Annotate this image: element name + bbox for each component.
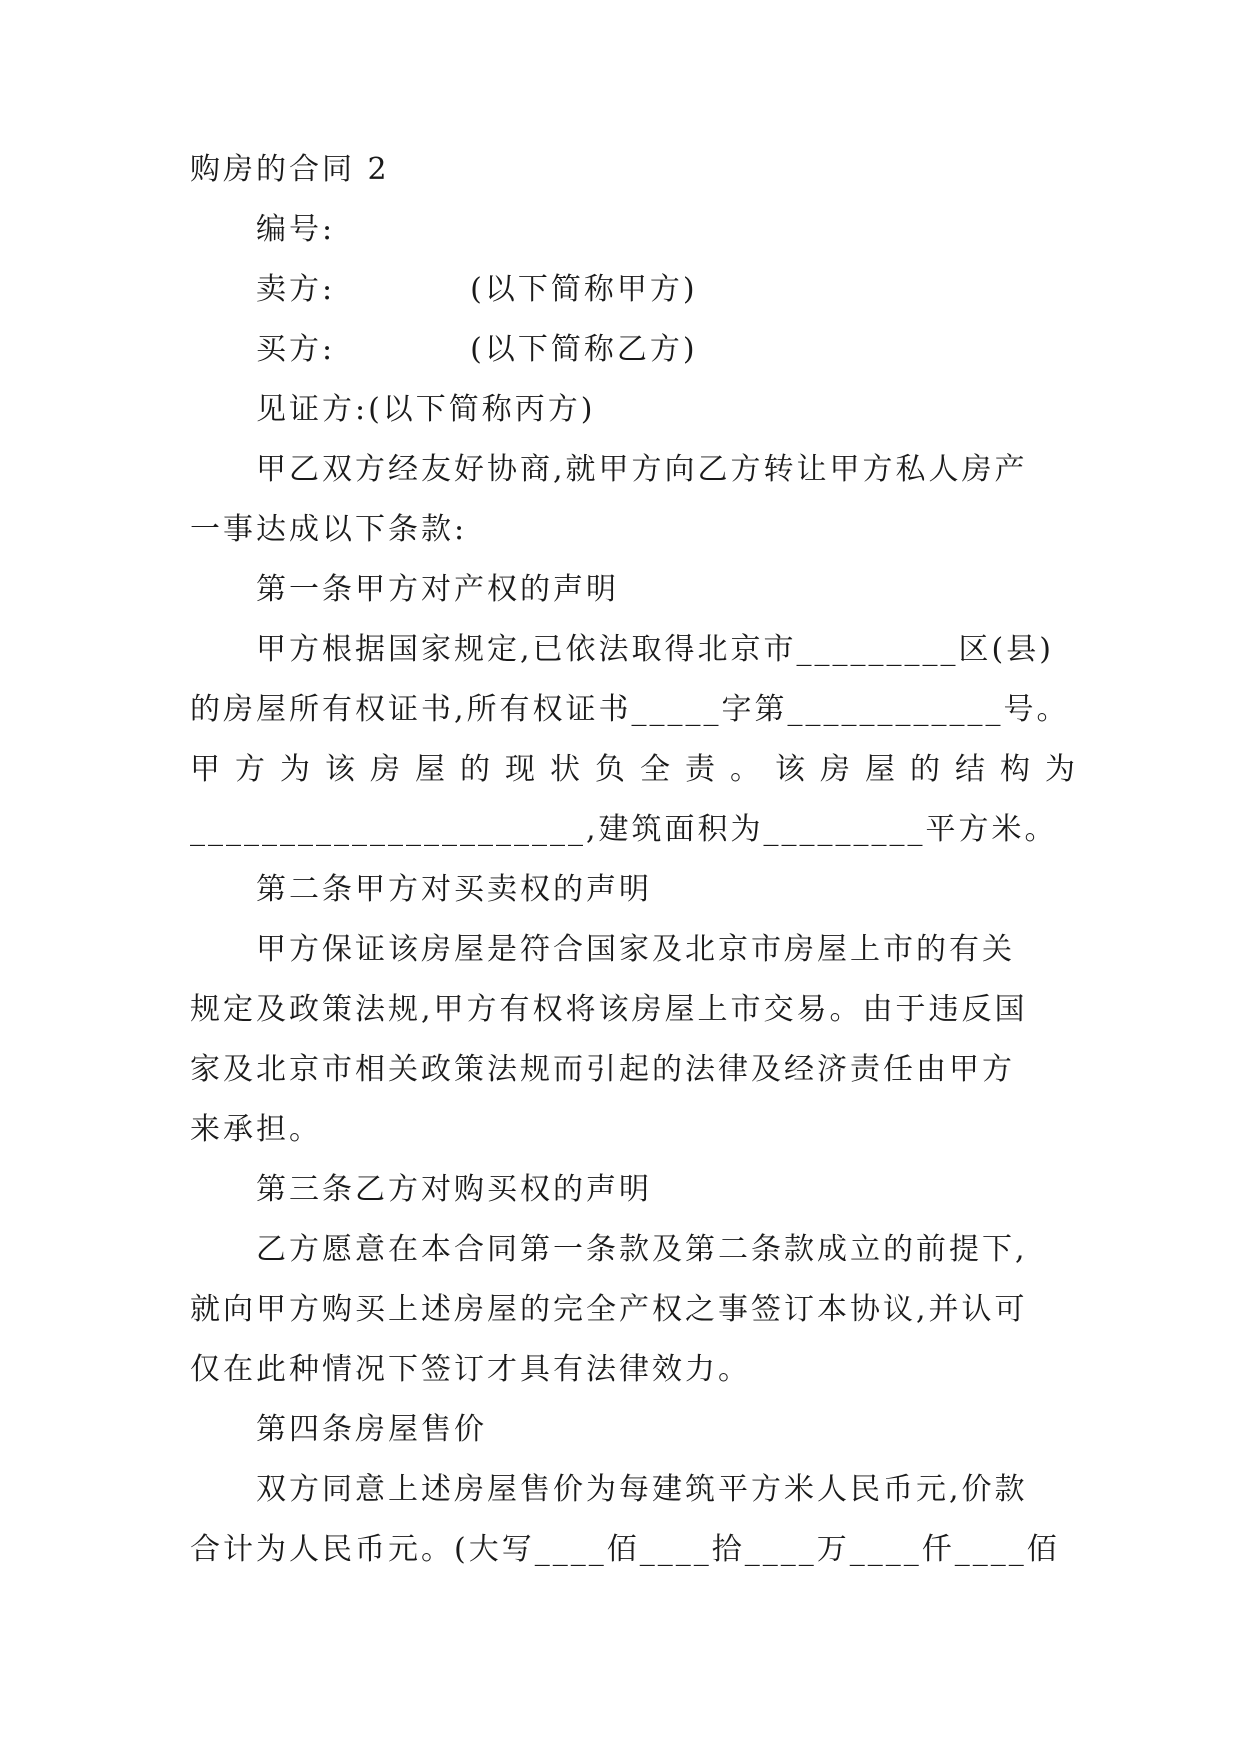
paragraph-line: 来承担。 — [190, 1112, 322, 1147]
paragraph-line: 甲方保证该房屋是符合国家及北京市房屋上市的有关 — [256, 932, 1015, 967]
article-heading: 第四条房屋售价 — [256, 1412, 487, 1447]
article-heading: 第一条甲方对产权的声明 — [256, 572, 619, 607]
buyer-alias: (以下简称乙方) — [470, 332, 698, 367]
paragraph-line: 甲乙双方经友好协商,就甲方向乙方转让甲方私人房产 — [256, 452, 1028, 487]
document-title: 购房的合同 2 — [190, 152, 390, 187]
article-heading: 第三条乙方对购买权的声明 — [256, 1172, 652, 1207]
paragraph-line: 合计为人民币元。(大写____佰____拾____万____仟____佰 — [190, 1532, 1060, 1567]
paragraph-line: 规定及政策法规,甲方有权将该房屋上市交易。由于违反国 — [190, 992, 1028, 1027]
seller-label: 卖方: — [256, 272, 336, 307]
line-seller — [256, 270, 1070, 310]
paragraph-line: 双方同意上述房屋售价为每建筑平方米人民币元,价款 — [256, 1472, 1028, 1507]
paragraph-line: 就向甲方购买上述房屋的完全产权之事签订本协议,并认可 — [190, 1292, 1028, 1327]
paragraph-line: 乙方愿意在本合同第一条款及第二条款成立的前提下, — [256, 1232, 1028, 1267]
paragraph-line: 甲方根据国家规定,已依法取得北京市_________区(县) — [256, 632, 1054, 667]
line-witness: 见证方:(以下简称丙方) — [256, 392, 596, 427]
paragraph-line: 甲方为该房屋的现状负全责。该房屋的结构为 — [190, 752, 1090, 787]
seller-alias: (以下简称甲方) — [470, 272, 698, 307]
line-serial-number: 编号: — [256, 212, 336, 247]
paragraph-line: 一事达成以下条款: — [190, 512, 468, 547]
line-buyer — [256, 330, 1070, 370]
paragraph-line: ______________________,建筑面积为_________平方米。 — [190, 812, 1058, 847]
buyer-label: 买方: — [256, 332, 336, 367]
paragraph-line: 仅在此种情况下签订才具有法律效力。 — [190, 1352, 751, 1387]
paragraph-line: 家及北京市相关政策法规而引起的法律及经济责任由甲方 — [190, 1052, 1015, 1087]
article-heading: 第二条甲方对买卖权的声明 — [256, 872, 652, 907]
paragraph-line: 的房屋所有权证书,所有权证书_____字第____________号。 — [190, 692, 1070, 727]
